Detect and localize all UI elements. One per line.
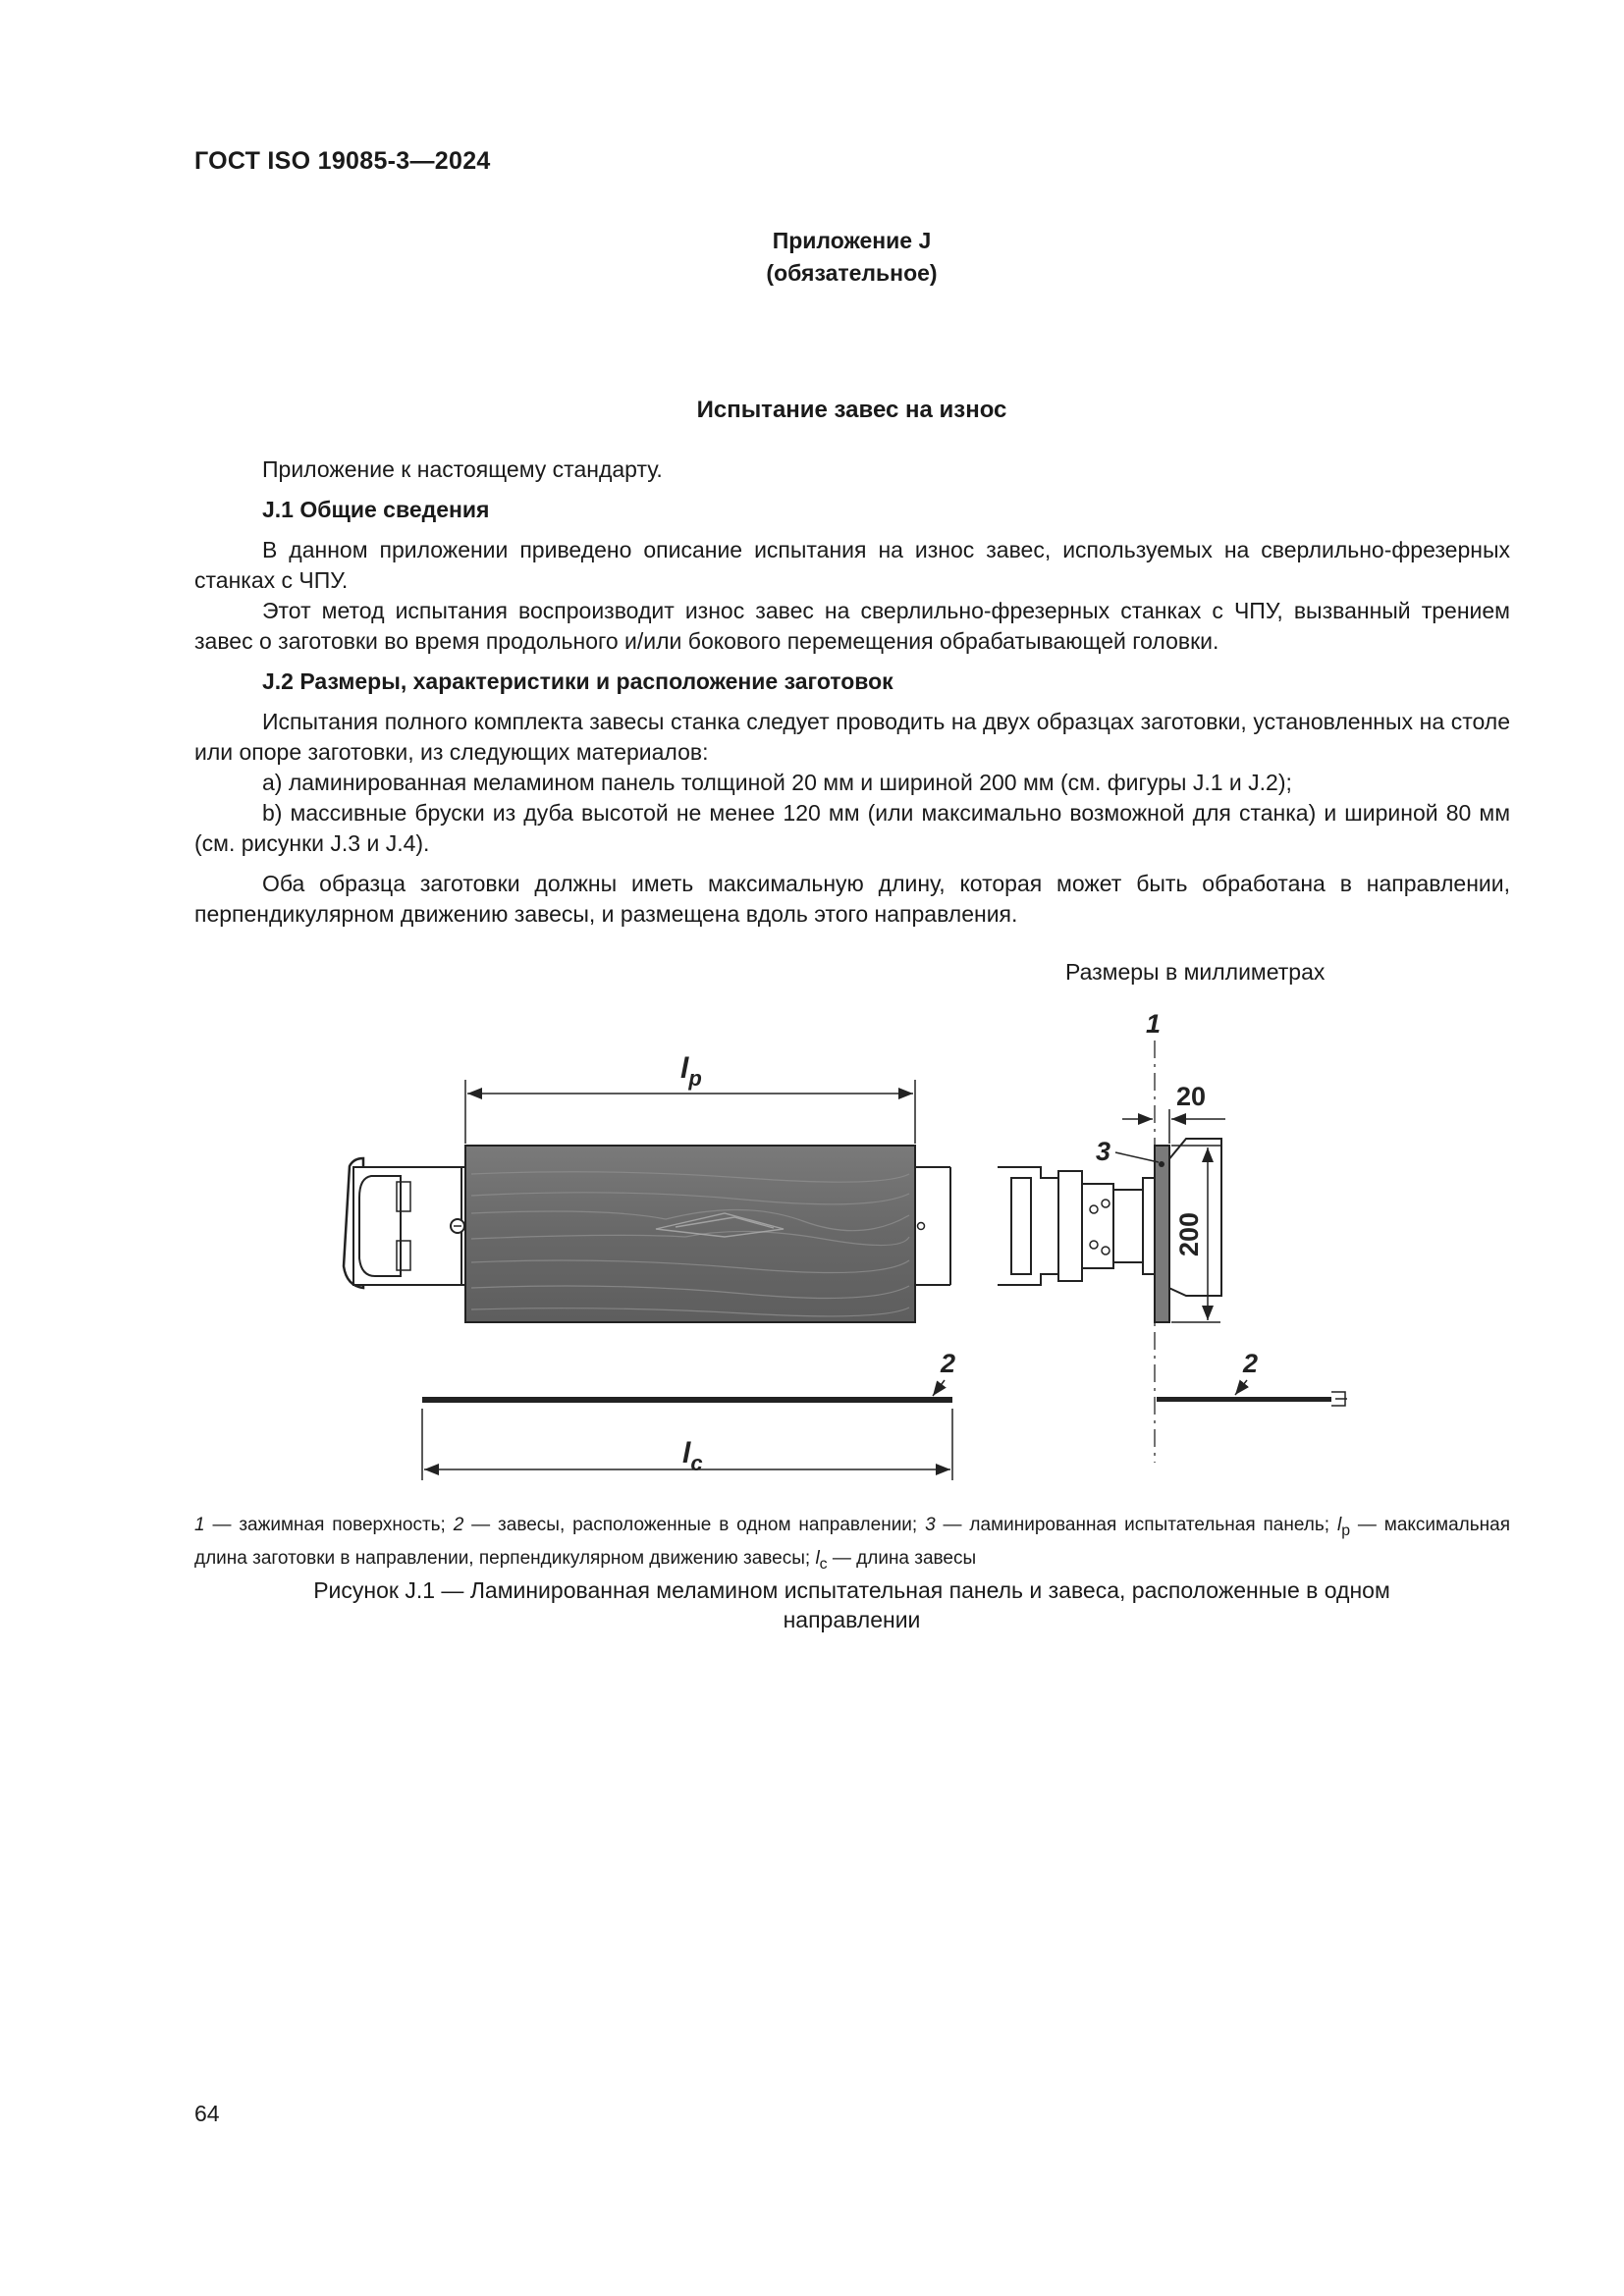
annex-status: (обязательное)	[766, 260, 938, 286]
legend-text-1: — зажимная поверхность;	[204, 1515, 454, 1535]
j1-paragraph-1: В данном приложении приведено описание испытания на износ завес, используемых на сверлильно-фрезерных станках с ЧПУ.	[194, 537, 1510, 593]
legend-num-1: 1	[194, 1515, 205, 1535]
legend-lc: l	[815, 1547, 820, 1569]
annex-title: Приложение J	[772, 228, 932, 253]
figure-legend	[194, 1512, 1510, 1578]
label-1: 1	[1146, 1009, 1162, 1039]
dimension-20	[1122, 1082, 1225, 1144]
legend-num-3: 3	[925, 1515, 936, 1535]
laminated-test-panel	[465, 1146, 915, 1322]
label-lp: $l_p$	[680, 1052, 702, 1091]
legend-num-2: 2	[453, 1515, 464, 1535]
label-lc: $l_c$	[682, 1437, 703, 1475]
label-3: 3	[1096, 1137, 1111, 1166]
j2-paragraph-2: Оба образца заготовки должны иметь максимальную длину, которая может быть обработана в направлении, перпендикулярном движению завесы, и размещена вдоль этого направления.	[194, 871, 1510, 927]
standard-code: ГОСТ ISO 19085-3—2024	[194, 147, 491, 175]
label-2-left: 2	[941, 1349, 956, 1378]
legend-text-2: — завесы, расположенные в одном направлении;	[463, 1515, 926, 1535]
j2-list-item-a: a) ламинированная меламином панель толщиной 20 мм и шириной 200 мм (см. фигуры J.1 и J.2);	[262, 770, 1292, 795]
legend-text-4: — максимальная длина заготовки в направлении, перпендикулярном движению завесы;	[194, 1515, 1510, 1569]
caption-line-1: Рисунок J.1 — Ламинированная меламином испытательная панель и завеса, расположенные в одном	[313, 1577, 1390, 1603]
section-title: Испытание завес на износ	[696, 397, 1007, 423]
j2-list-item-b: b) массивные бруски из дуба высотой не менее 120 мм (или максимально возможной для станка) и шириной 80 мм (см. рисунки J.3 и J.4).	[194, 800, 1510, 856]
j2-paragraph-1: Испытания полного комплекта завесы станка следует проводить на двух образцах заготовки, установленных на столе или опоре заготовки, из следующих материалов:	[194, 709, 1510, 765]
label-2-right: 2	[1243, 1349, 1259, 1378]
leader-3	[1115, 1152, 1159, 1162]
j1-paragraph-2: Этот метод испытания воспроизводит износ завес на сверлильно-фрезерных станках с ЧПУ, вызванный трением завес о заготовки во время продольного и/или бокового перемещения обрабатывающей головки.	[194, 598, 1510, 654]
curtain-side-view	[1157, 1349, 1347, 1406]
annex-heading	[0, 225, 1624, 290]
machine-head-left	[344, 1158, 464, 1288]
dim-20-text: 20	[1176, 1082, 1207, 1111]
dimension-lp	[465, 1052, 915, 1144]
page-number: 64	[194, 2101, 220, 2126]
dim-200-text: 200	[1174, 1211, 1204, 1256]
body-text	[194, 454, 1510, 930]
figure-j1-drawing	[194, 942, 1510, 1512]
panel-edge-view	[1155, 1146, 1169, 1322]
figure-caption	[236, 1575, 1468, 1634]
legend-text-5: — длина завесы	[827, 1547, 977, 1569]
legend-lp: l	[1336, 1515, 1342, 1535]
units-note: Размеры в миллиметрах	[1065, 959, 1326, 985]
intro-paragraph: Приложение к настоящему стандарту.	[262, 456, 663, 482]
j2-heading: J.2 Размеры, характеристики и расположение заготовок	[262, 668, 893, 694]
legend-lp-sub: p	[1341, 1522, 1350, 1539]
legend-lc-sub: c	[819, 1555, 828, 1573]
j1-heading: J.1 Общие сведения	[262, 497, 490, 522]
legend-text-3: — ламинированная испытательная панель;	[935, 1515, 1337, 1535]
curtain-length-view	[422, 1349, 955, 1480]
caption-line-2: направлении	[783, 1607, 921, 1632]
